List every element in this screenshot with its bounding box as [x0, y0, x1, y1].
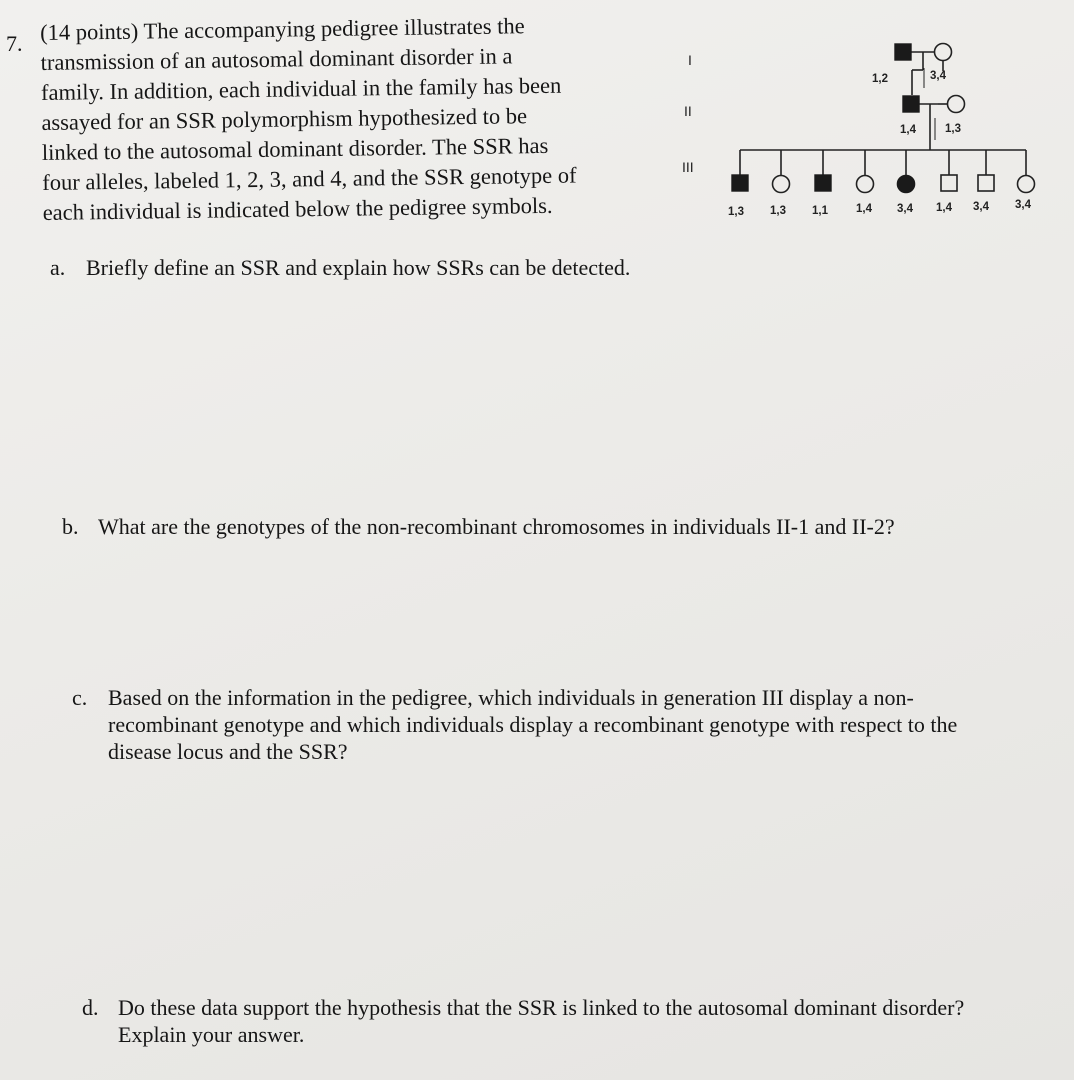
part-line: What are the genotypes of the non-recombinant chromosomes in individuals II-1 and II-2?: [98, 514, 895, 539]
individual-iii-7: [978, 175, 994, 191]
genotype-label: 1,2: [872, 73, 888, 85]
individual-iii-6: [941, 175, 957, 191]
part-text: [98, 513, 895, 540]
individual-iii-5: [898, 176, 915, 193]
intro-line: family. In addition, each individual in the family has been: [40, 72, 562, 105]
individual-i-1: [895, 44, 911, 60]
genotype-label: 1,4: [856, 203, 872, 215]
part-text: [108, 684, 957, 765]
individual-iii-2: [773, 176, 790, 193]
part-line: disease locus and the SSR?: [108, 739, 348, 764]
intro-line: linked to the autosomal dominant disorder. The SSR has: [41, 132, 549, 165]
intro-line: transmission of an autosomal dominant disorder in a: [40, 43, 513, 75]
part-label: a.: [50, 255, 66, 280]
genotype-label: 1,1: [812, 205, 828, 217]
genotype-label: 3,4: [1015, 199, 1031, 211]
part-label: c.: [72, 685, 88, 710]
intro-line: each individual is indicated below the pedigree symbols.: [42, 192, 553, 225]
genotype-label: 3,4: [930, 70, 946, 82]
part-line: Based on the information in the pedigree, which individuals in generation III display a non-: [108, 685, 914, 710]
intro-line: four alleles, labeled 1, 2, 3, and 4, and the SSR genotype of: [42, 162, 577, 195]
individual-iii-4: [857, 176, 874, 193]
part-line: Do these data support the hypothesis that the SSR is linked to the autosomal dominant disorder?: [118, 995, 965, 1020]
individual-iii-3: [815, 175, 831, 191]
part-line: recombinant genotype and which individuals display a recombinant genotype with respect to the: [108, 712, 958, 737]
part-text: [86, 254, 630, 281]
genotype-label: 3,4: [897, 203, 913, 215]
part-line: Explain your answer.: [118, 1022, 305, 1047]
part-line: Briefly define an SSR and explain how SSRs can be detected.: [86, 255, 631, 280]
intro-line: (14 points) The accompanying pedigree illustrates the: [40, 13, 525, 45]
part-label: b.: [62, 514, 79, 539]
individual-iii-1: [732, 175, 748, 191]
genotype-label: 1,4: [900, 124, 916, 136]
genotype-label: 1,4: [936, 202, 952, 214]
genotype-label: 1,3: [945, 123, 961, 135]
individual-ii-2: [948, 96, 965, 113]
individual-ii-1: [903, 96, 919, 112]
generation-label-iii: III: [682, 159, 694, 175]
individual-iii-8: [1018, 176, 1035, 193]
part-label: d.: [82, 995, 99, 1020]
individual-i-2: [935, 44, 952, 61]
question-intro: [40, 9, 673, 228]
part-text: [118, 994, 964, 1048]
intro-line: assayed for an SSR polymorphism hypothesized to be: [41, 103, 528, 135]
pedigree-diagram: [660, 30, 1060, 230]
genotype-label: 1,3: [728, 206, 744, 218]
genotype-label: 1,3: [770, 205, 786, 217]
generation-label-ii: II: [684, 103, 692, 119]
genotype-label: 3,4: [973, 201, 989, 213]
pedigree-lines: [740, 52, 1026, 175]
generation-label-i: I: [688, 52, 692, 68]
question-number: 7.: [6, 31, 23, 56]
